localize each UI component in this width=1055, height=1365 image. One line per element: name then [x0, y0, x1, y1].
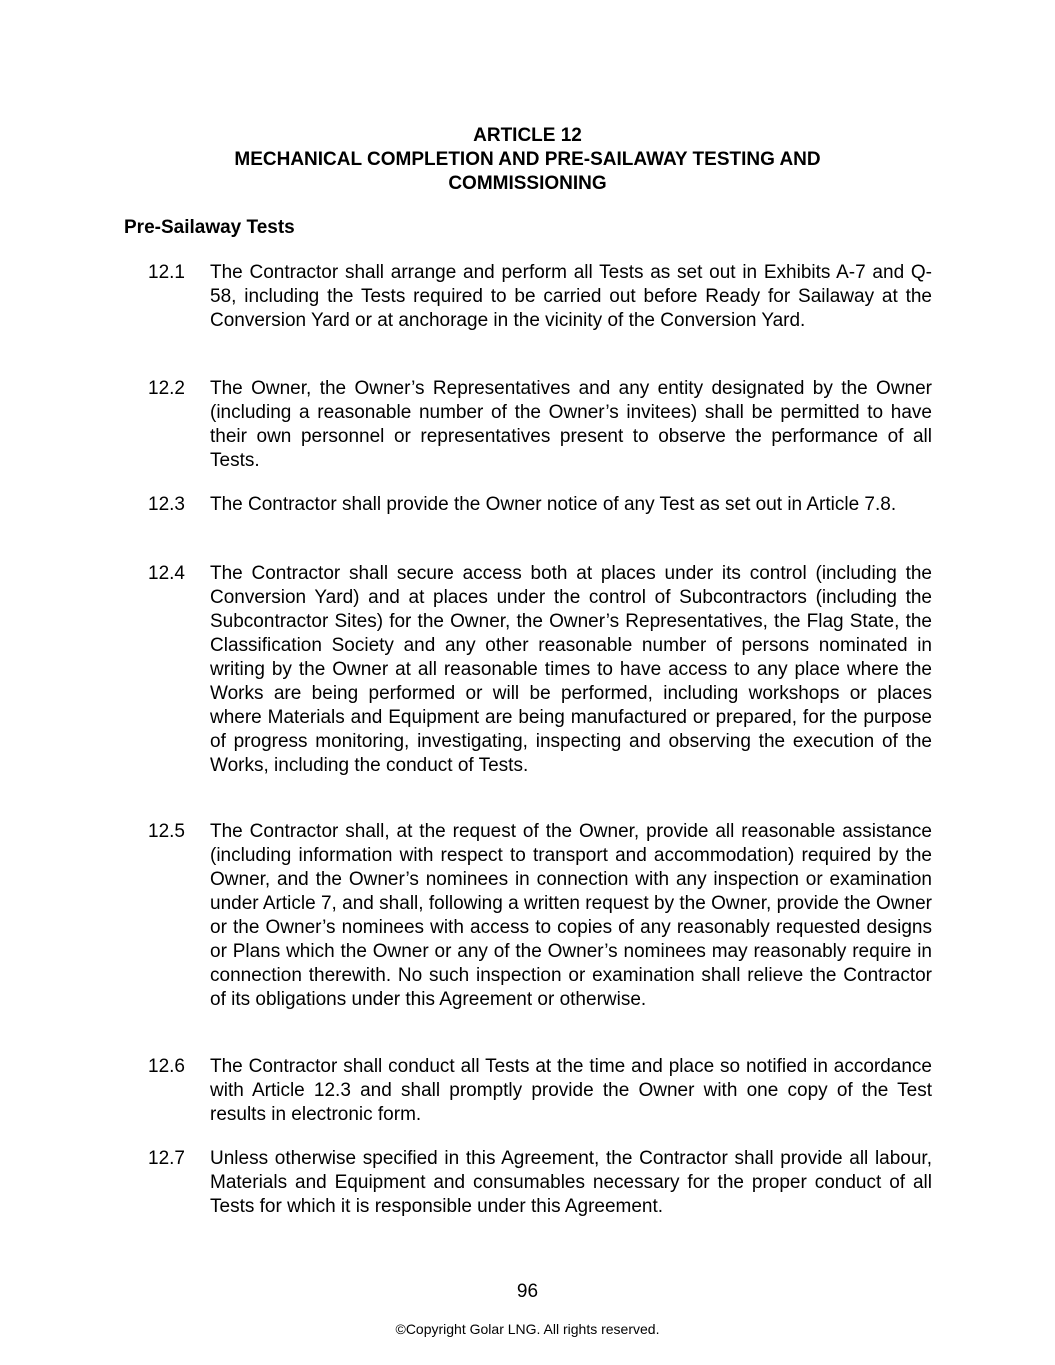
clause-text: The Contractor shall, at the request of the Owner, provide all reasonable assistance (including information with respect to transport and accommodation) required by the Owner, and the Owner’s nominees in connection with any inspection or examination under Article 7, and shall, following a written request by the Owner, provide the Owner or the Owner’s nominees with access to copies of any reasonably requested designs or Plans which the Owner or any of the Owner’s nominees may reasonably require in connection therewith. No such inspection or examination shall relieve the Contractor of its obligations under this Agreement or otherwise.	[210, 821, 932, 1010]
clause-number: 12.4	[148, 563, 185, 584]
clause-12-7	[148, 1147, 932, 1219]
clause-text: The Contractor shall arrange and perform all Tests as set out in Exhibits A-7 and Q-58, including the Tests required to be carried out before Ready for Sailaway at the Conversion Yard or at anchorage in the vicinity of the Conversion Yard.	[210, 262, 932, 331]
clause-number: 12.2	[148, 378, 185, 399]
clause-12-5	[148, 820, 932, 1012]
clause-text: The Owner, the Owner’s Representatives and any entity designated by the Owner (including a reasonable number of the Owner’s invitees) shall be permitted to have their own personnel or representatives present to observe the performance of all Tests.	[210, 378, 932, 471]
page-number: 96	[516, 1281, 539, 1302]
clause-12-4	[148, 562, 932, 778]
clause-text: Unless otherwise specified in this Agreement, the Contractor shall provide all labour, Materials and Equipment and consumables necessary for the proper conduct of all Tests for which it is responsible under this Agreement.	[210, 1148, 932, 1217]
section-title: Pre-Sailaway Tests	[124, 217, 295, 238]
clause-number: 12.6	[148, 1056, 185, 1077]
clause-text: The Contractor shall conduct all Tests at the time and place so notified in accordance with Article 12.3 and shall promptly provide the Owner with one copy of the Test results in electronic form.	[210, 1056, 932, 1125]
clause-number: 12.7	[148, 1148, 185, 1169]
clause-12-2	[148, 377, 932, 473]
clause-text: The Contractor shall secure access both at places under its control (including the Conversion Yard) and at places under the control of Subcontractors (including the Subcontractor Sites) for the Owner, the Owner’s Representatives, the Flag State, the Classification Society and any other reasonable number of persons nominated in writing by the Owner at all reasonable times to have access to any place where the Works are being performed or will be performed, including workshops or places where Materials and Equipment are being manufactured or prepared, for the purpose of progress monitoring, investigating, inspecting and observing the execution of the Works, including the conduct of Tests.	[210, 563, 932, 776]
clause-number: 12.5	[148, 821, 185, 842]
clause-number: 12.3	[148, 494, 185, 515]
clause-12-6	[148, 1055, 932, 1127]
clause-12-1	[148, 261, 932, 333]
article-title-line-2: COMMISSIONING	[448, 173, 607, 194]
article-title-line-1: MECHANICAL COMPLETION AND PRE-SAILAWAY TESTING AND	[234, 149, 821, 170]
clause-12-3	[148, 493, 932, 517]
article-number: ARTICLE 12	[473, 125, 582, 146]
clause-text: The Contractor shall provide the Owner notice of any Test as set out in Article 7.8.	[210, 494, 897, 515]
clause-number: 12.1	[148, 262, 185, 283]
copyright-notice: ©Copyright Golar LNG. All rights reserved.	[395, 1321, 660, 1337]
